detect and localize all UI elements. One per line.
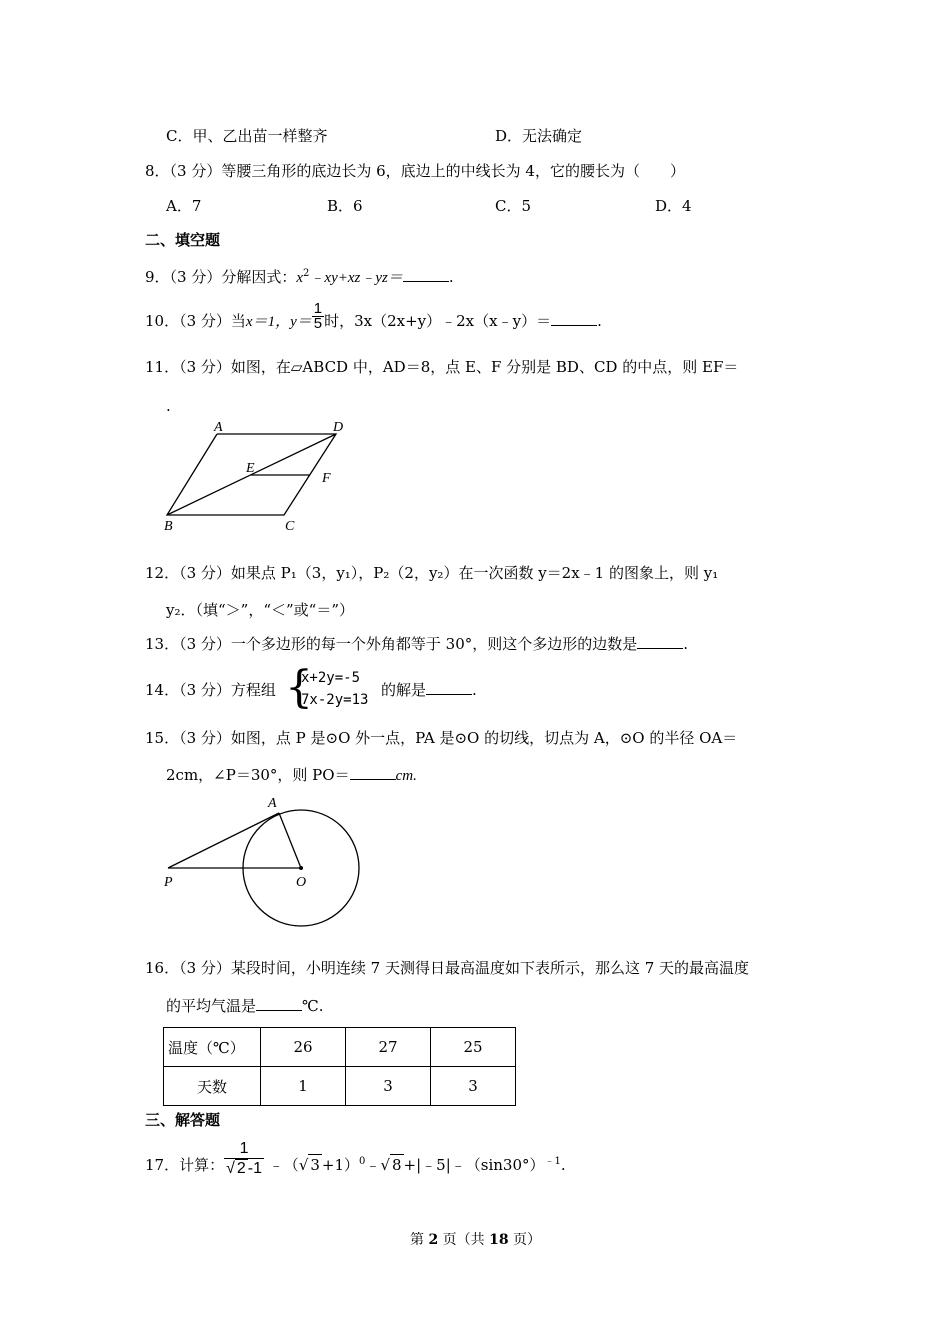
q10-line	[145, 299, 602, 332]
q14-eq2: 7x-2y=13	[301, 692, 369, 708]
q13-answer-blank[interactable]	[637, 634, 683, 649]
section-heading-solve: 三、解答题	[145, 1111, 221, 1129]
table-row	[164, 1028, 516, 1067]
label-f: F	[322, 471, 331, 486]
q17-sup0: 0	[359, 1156, 366, 1167]
q13-text: 13．（3 分）一个多边形的每一个外角都等于 30°，则这个多边形的边数是	[145, 635, 638, 653]
q9-end: .	[448, 268, 454, 286]
tangent-pa	[168, 813, 279, 868]
q14-suffix: 的解是	[381, 681, 427, 699]
table-cell: 26	[261, 1028, 346, 1067]
q17-part4: +|﹣5|﹣（sin30°）	[403, 1156, 545, 1174]
q17-end: .	[560, 1156, 566, 1174]
q17-root3: 3	[310, 1156, 320, 1174]
q14-answer-blank[interactable]	[426, 680, 472, 695]
q13-end: .	[683, 635, 689, 653]
q12-line1: 12．（3 分）如果点 P₁（3，y₁），P₂（2，y₂）在一次函数 y＝2x﹣1 的图象上，则 y₁	[145, 564, 719, 582]
label-d: D	[333, 420, 344, 435]
q8-text: 8．（3 分）等腰三角形的底边长为 6，底边上的中线长为 4，它的腰长为（ ）	[145, 162, 685, 180]
q14-prefix: 14．（3 分）方程组	[145, 681, 276, 699]
q8-option-a: A．7	[166, 197, 202, 215]
q9-prefix: 9．（3 分）分解因式：	[145, 268, 297, 286]
q15-line2-end: cm.	[395, 768, 417, 784]
q17-sup-neg1: ﹣1	[544, 1156, 561, 1167]
q16-line2	[166, 996, 324, 1016]
footer-post: 页）	[513, 1232, 542, 1248]
label-o: O	[296, 875, 307, 890]
label-p: P	[164, 875, 173, 890]
q15-line2-text: 2cm，∠P＝30°，则 PO＝	[166, 766, 350, 784]
circle-tangent-figure	[155, 790, 375, 935]
q12-line2	[166, 600, 354, 620]
q14-suffix-line	[381, 680, 477, 700]
q9-line	[145, 264, 454, 288]
radius-oa	[279, 813, 301, 868]
q17-root2: 2	[236, 1160, 246, 1177]
q10-end: .	[597, 312, 602, 330]
q15-answer-blank[interactable]	[350, 765, 396, 780]
q17-part2: +1）	[321, 1156, 360, 1174]
q10-frac-denominator: 5	[313, 314, 323, 332]
page-footer	[410, 1230, 541, 1250]
table-cell: 3	[346, 1067, 431, 1106]
q9-expr-post: ﹣xy+xz﹣yz＝	[309, 270, 403, 286]
q17-fraction	[224, 1140, 264, 1178]
q17-part3: ﹣	[365, 1156, 381, 1174]
table-cell: 天数	[164, 1067, 261, 1106]
table-cell: 27	[346, 1028, 431, 1067]
q16-line2-end: ℃.	[302, 997, 324, 1015]
q14-system	[301, 667, 368, 711]
table-cell: 1	[261, 1067, 346, 1106]
q8-option-c: C．5	[495, 197, 532, 215]
label-a: A	[214, 420, 223, 435]
q8-option-b: B．6	[327, 197, 363, 215]
footer-page-number: 2	[428, 1232, 439, 1248]
q13-line	[145, 634, 688, 654]
q15-line1: 15．（3 分）如图，点 P 是⊙O 外一点，PA 是⊙O 的切线，切点为 A，⊙O 的半径 OA＝	[145, 729, 738, 747]
q10-answer-blank[interactable]	[551, 311, 597, 326]
q10-fraction	[312, 299, 324, 332]
table-cell: 25	[431, 1028, 516, 1067]
q7-option-c: C．甲、乙出苗一样整齐	[166, 127, 328, 145]
system-brace: {	[285, 662, 313, 713]
temperature-table	[163, 1027, 516, 1106]
q16-line2-text: 的平均气温是	[166, 997, 257, 1015]
q17-den-tail: -1	[247, 1160, 263, 1177]
table-row	[164, 1067, 516, 1106]
footer-total-pages: 18	[489, 1232, 509, 1248]
q11-text: 11．（3 分）如图，在▱ABCD 中，AD＝8，点 E、F 分别是 BD、CD 的中点，则 EF＝	[145, 358, 739, 376]
label-c: C	[285, 519, 295, 534]
q17-line: 17．计算： $\frac{1}{√ 2 -1}$ ﹣（√ 3 +1）$^0$﹣√ $8 +|﹣5|﹣(\sin 30^\circ)^{﹣1}$.	[145, 1140, 566, 1177]
table-cell: 3	[431, 1067, 516, 1106]
q17-frac-denominator: √ 2 -1	[226, 1160, 263, 1177]
q14-eq1: x+2y=-5	[301, 670, 361, 686]
q9-answer-blank[interactable]	[403, 267, 449, 282]
footer-mid: 页（共	[442, 1232, 485, 1248]
q16-answer-blank[interactable]	[256, 996, 302, 1011]
q10-mid: 时，3x（2x+y）﹣2x（x﹣y）＝	[324, 312, 552, 330]
q17-part1: ﹣（	[268, 1156, 299, 1174]
q11-end: .	[166, 397, 171, 415]
q7-option-d: D．无法确定	[495, 127, 583, 145]
q9-exponent: 2	[303, 268, 310, 279]
q10-cond1: x＝1，	[245, 314, 291, 330]
q16-line1: 16．（3 分）某段时间，小明连续 7 天测得日最高温度如下表所示，那么这 7 天的最高温度	[145, 959, 750, 977]
q17-root8: 8	[392, 1156, 402, 1174]
label-a: A	[268, 796, 277, 811]
label-b: B	[164, 519, 173, 534]
q15-line2	[166, 765, 417, 786]
q10-prefix: 10．（3 分）当	[145, 312, 246, 330]
q9-expr-pre: x	[296, 270, 304, 286]
q12-line2-text: y₂．（填“＞”，“＜”或“＝”）	[166, 601, 354, 619]
q10-frac-numerator: 1	[313, 299, 323, 317]
q14-end: .	[472, 681, 477, 699]
q10-cond2: y＝	[290, 314, 312, 330]
footer-pre: 第	[410, 1232, 424, 1248]
q8-option-d: D．4	[655, 197, 692, 215]
section-heading-fill-in: 二、填空题	[145, 231, 221, 249]
label-e: E	[246, 461, 255, 476]
parallelogram-figure	[150, 418, 370, 543]
center-point	[299, 866, 303, 870]
q17-prefix: 17．计算：	[145, 1156, 225, 1174]
table-cell: 温度（℃）	[164, 1028, 261, 1067]
q17-frac-numerator: 1	[224, 1140, 264, 1159]
